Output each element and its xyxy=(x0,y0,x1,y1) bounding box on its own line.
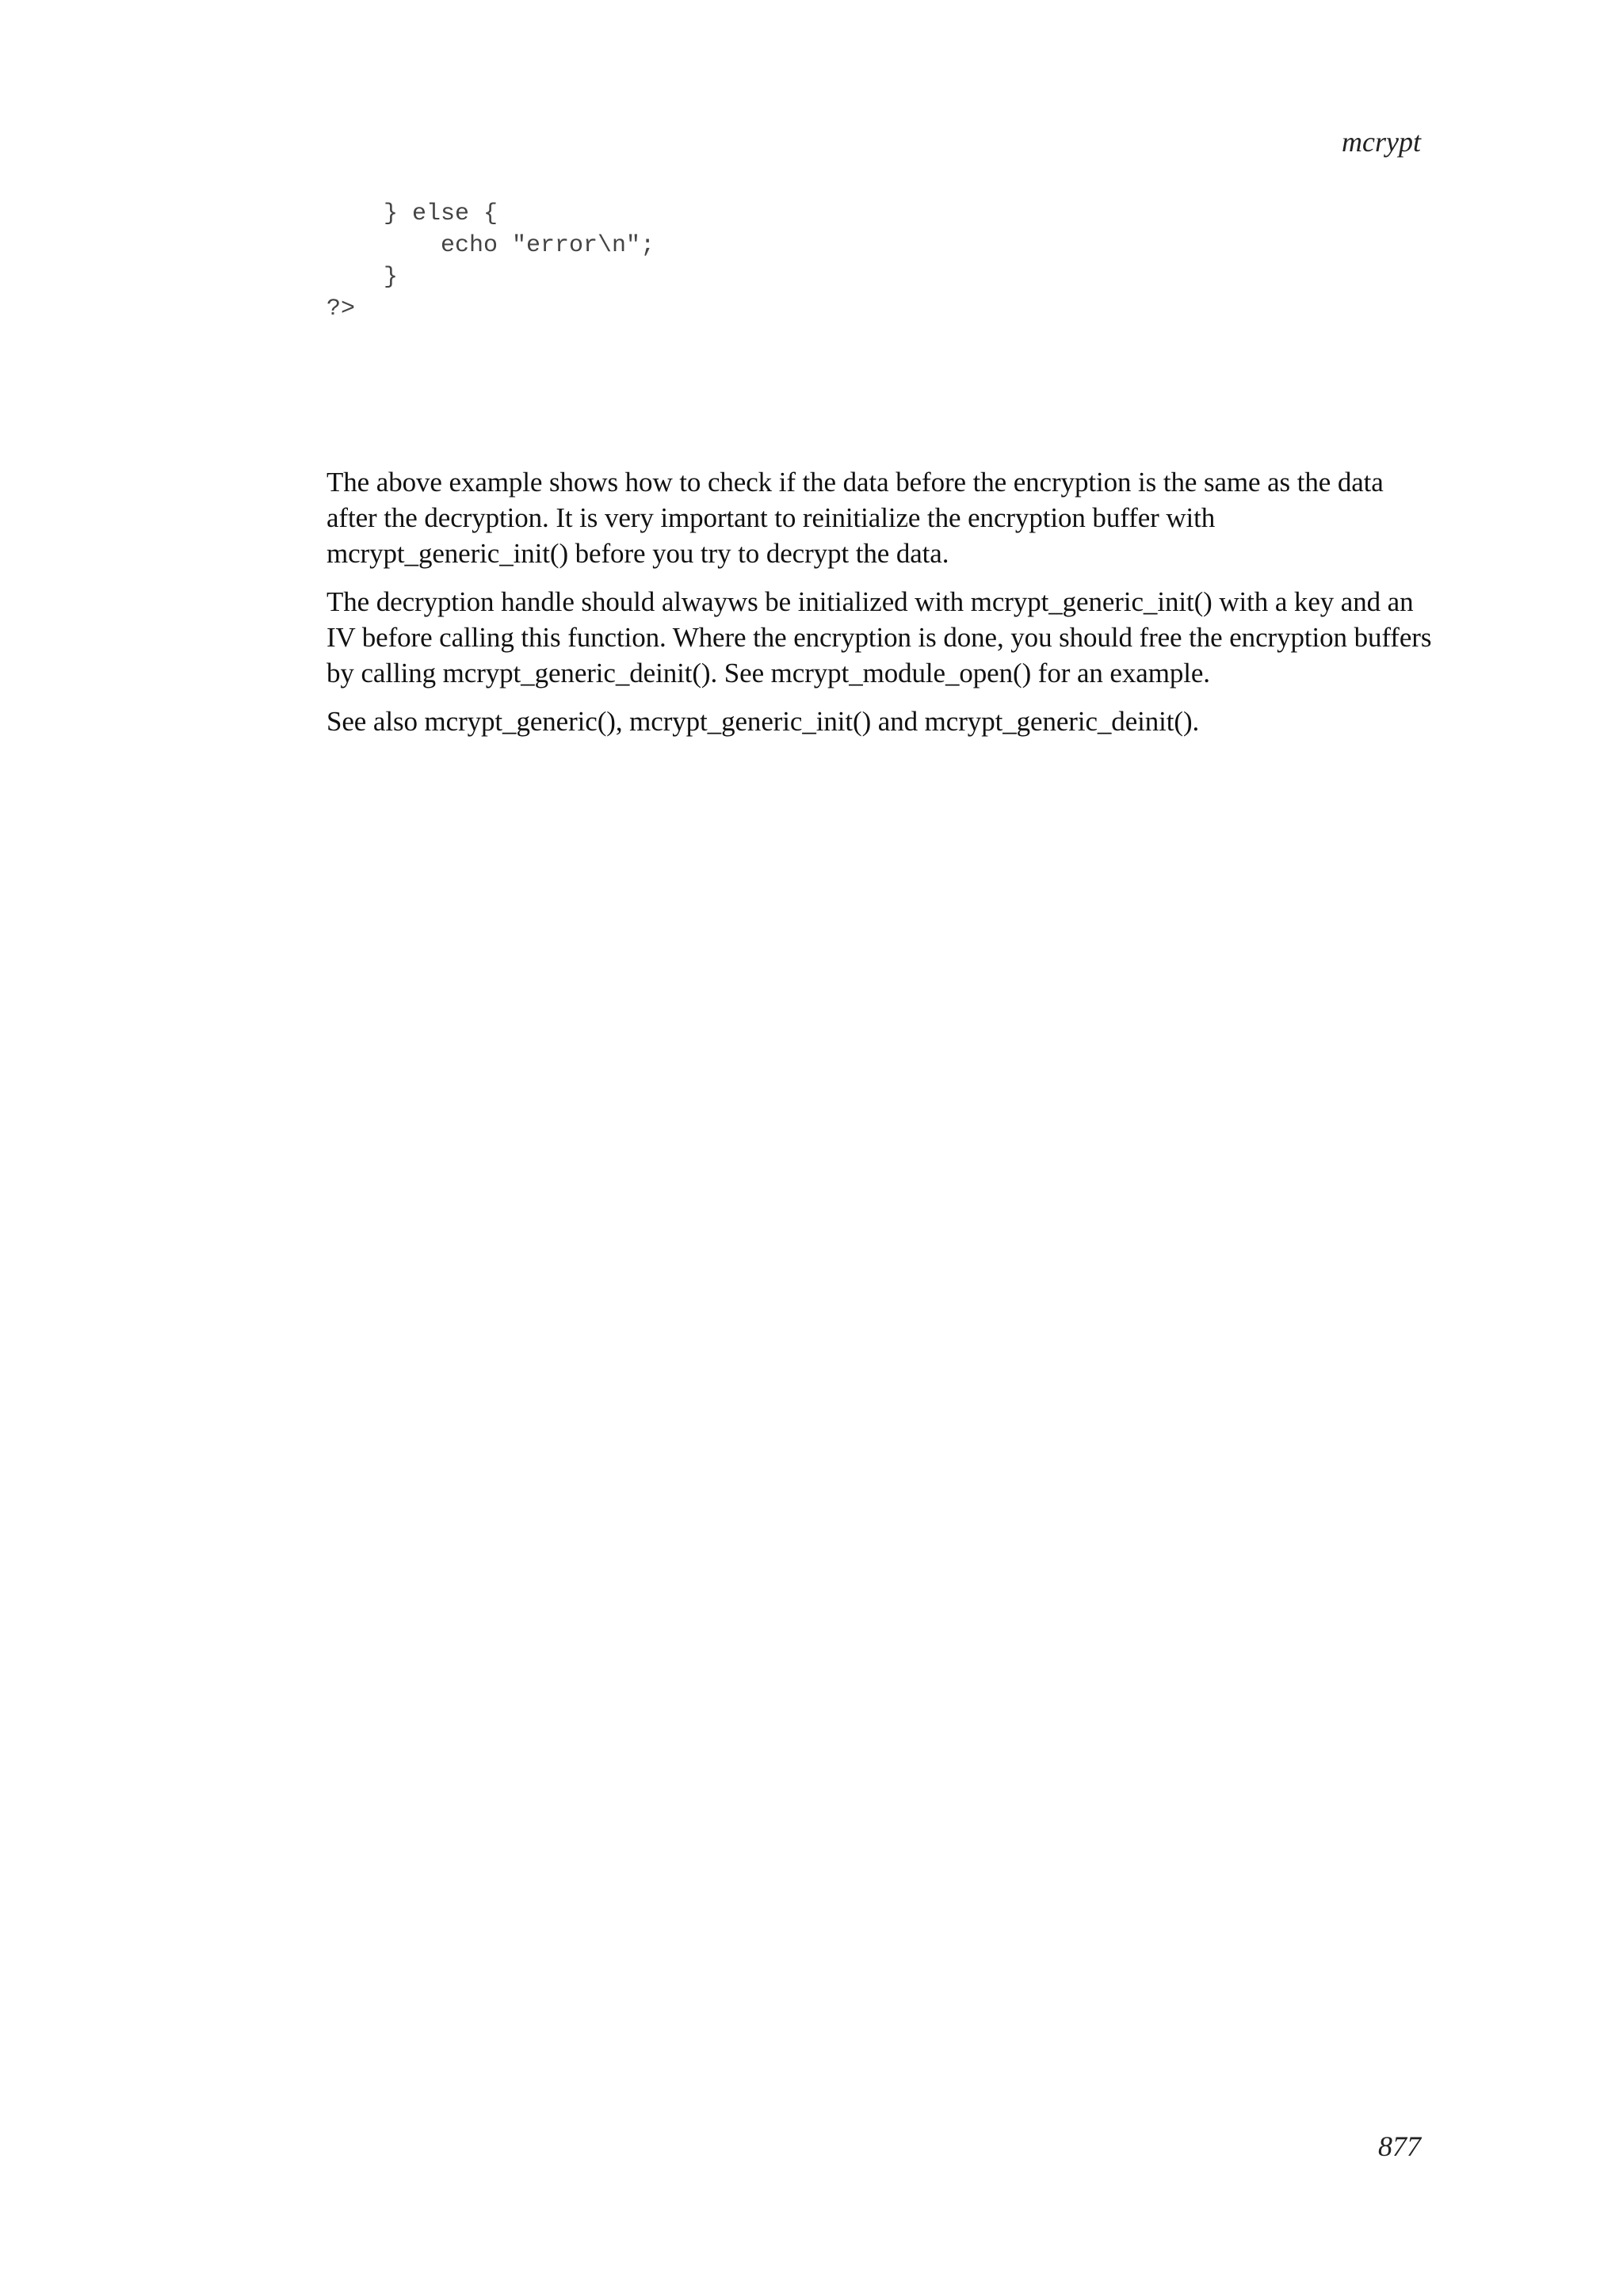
code-line: ?> xyxy=(327,296,356,322)
code-line: echo "error\n"; xyxy=(327,232,655,259)
paragraph-example-explanation: The above example shows how to check if the data before the encryption is the same as the data after the decryption. It is very important to reinitialize the encryption buffer with mcrypt_generic_init() before you try to decrypt the data. xyxy=(327,467,1384,569)
code-line: } else { xyxy=(327,200,498,227)
page-number: 877 xyxy=(1378,2130,1421,2162)
code-line: } xyxy=(327,264,399,291)
code-example xyxy=(327,198,655,325)
running-header-title: mcrypt xyxy=(1342,126,1421,158)
paragraph-see-also: See also mcrypt_generic(), mcrypt_generic_init() and mcrypt_generic_deinit(). xyxy=(327,706,1200,737)
body-text xyxy=(327,464,1436,752)
paragraph-decryption-handle: The decryption handle should alwayws be initialized with mcrypt_generic_init() with a key and an IV before calling this function. Where the encryption is done, you should free the encryption buffers by calling mcrypt_generic_deinit(). See mcrypt_module_open() for an example. xyxy=(327,586,1432,688)
